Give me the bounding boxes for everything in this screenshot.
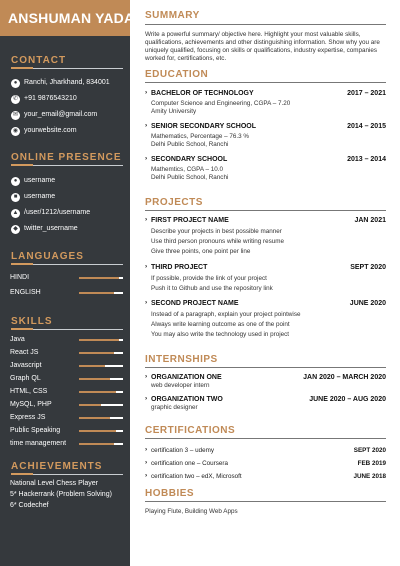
skill-level-bar (79, 365, 123, 367)
project-date: JAN 2021 (354, 217, 386, 224)
summary-heading: SUMMARY (145, 10, 200, 21)
skill-level-fill (79, 430, 116, 432)
certification-date: FEB 2019 (357, 460, 386, 467)
github-icon: ● (11, 177, 20, 186)
skill-level-bar (79, 352, 123, 354)
chevron-right-icon: › (145, 122, 148, 129)
online-link-twitter[interactable]: twitter_username (24, 225, 78, 232)
education-detail: Mathematics, Percentage – 76.3 % (151, 133, 250, 140)
website-icon: ◉ (12, 128, 19, 134)
certifications-heading: CERTIFICATIONS (145, 425, 236, 436)
phone-icon: ✆ (12, 96, 19, 102)
skill-name: Java (10, 336, 25, 343)
chevron-right-icon: › (145, 89, 148, 96)
project-point: Push it to Github and use the repository link (151, 285, 273, 292)
skills-heading: SKILLS (11, 316, 53, 327)
codechef-icon: ▲ (12, 210, 19, 216)
education-divider (145, 82, 386, 83)
education-date: 2017 – 2021 (347, 90, 386, 97)
internship-date: JUNE 2020 – AUG 2020 (309, 396, 386, 403)
project-point: You may also write the technology used in project (151, 331, 290, 338)
skill-level-fill (79, 404, 101, 406)
education-date: 2013 – 2014 (347, 156, 386, 163)
skill-name: time management (10, 440, 67, 447)
chevron-right-icon: › (145, 155, 148, 162)
language-level-bar (79, 277, 123, 279)
skill-name: Graph QL (10, 375, 41, 382)
skills-divider-accent (11, 328, 33, 330)
contact-divider-accent (11, 67, 33, 69)
main-content (137, 0, 395, 566)
project-date: SEPT 2020 (350, 264, 386, 271)
education-date: 2014 – 2015 (347, 123, 386, 130)
chevron-right-icon: › (145, 263, 148, 270)
skill-name: Public Speaking (10, 427, 61, 434)
contact-phone[interactable]: +91 9876543210 (24, 95, 77, 102)
online-link-linkedin[interactable]: username (24, 193, 56, 200)
chevron-right-icon: › (145, 472, 148, 479)
certification-name: certification two – edX, Microsoft (151, 473, 242, 480)
project-point: Always write learning outcome as one of the point (151, 321, 290, 328)
twitter-icon: ◆ (11, 225, 20, 234)
achievements-divider-accent (11, 473, 33, 475)
skill-level-fill (79, 378, 110, 380)
resume-name: ANSHUMAN YADAV (8, 10, 143, 26)
achievement-item: 6* Codechef (10, 502, 49, 509)
achievement-item: 5* Hackerrank (Problem Solving) (10, 491, 112, 498)
education-title: SENIOR SECONDARY SCHOOL (151, 123, 257, 130)
chevron-right-icon: › (145, 446, 148, 453)
internship-organization: ORGANIZATION ONE (151, 374, 222, 381)
project-point: Use third person pronouns while writing resume (151, 238, 284, 245)
chevron-right-icon: › (145, 395, 148, 402)
skill-level-fill (79, 391, 116, 393)
summary-text: Write a powerful summary/ objective here. Highlight your most valuable skills, qualifications, achievements and other distinguishing information. Show why you are uniquely qualified, focusing on skills or qualifications, industry expertise, companies worked for, certifications, etc. (145, 31, 380, 62)
certification-name: certification 3 – udemy (151, 447, 214, 454)
skill-level-bar (79, 391, 123, 393)
hobbies-heading: HOBBIES (145, 488, 195, 499)
internship-role: web developer intern (151, 382, 210, 389)
skill-level-fill (79, 339, 119, 341)
languages-divider-accent (11, 263, 33, 265)
skill-level-bar (79, 430, 123, 432)
language-level-fill (79, 277, 119, 279)
education-heading: EDUCATION (145, 69, 209, 80)
internship-date: JAN 2020 – MARCH 2020 (303, 374, 386, 381)
contact-email[interactable]: your_email@gmail.com (24, 111, 98, 118)
languages-heading: LANGUAGES (11, 251, 84, 262)
internships-heading: INTERNSHIPS (145, 354, 218, 365)
skill-name: Javascript (10, 362, 42, 369)
education-detail: Amity University (151, 108, 197, 115)
online-presence-heading: ONLINE PRESENCE (11, 152, 122, 163)
language-name: ENGLISH (10, 289, 41, 296)
education-detail: Delhi Public School, Ranchi (151, 141, 229, 148)
certification-date: SEPT 2020 (353, 447, 386, 454)
contact-website[interactable]: yourwebsite.com (24, 127, 77, 134)
internship-organization: ORGANIZATION TWO (151, 396, 223, 403)
skill-level-bar (79, 404, 123, 406)
chevron-right-icon: › (145, 373, 148, 380)
education-title: SECONDARY SCHOOL (151, 156, 228, 163)
online-divider-accent (11, 164, 33, 166)
name-banner (0, 0, 143, 36)
linkedin-icon: ■ (11, 193, 20, 202)
projects-divider (145, 210, 386, 211)
project-point: Give three points, one point per line (151, 248, 251, 255)
language-name: HINDI (10, 274, 30, 281)
skill-level-bar (79, 417, 123, 419)
skill-level-bar (79, 443, 123, 445)
education-detail: Delhi Public School, Ranchi (151, 174, 229, 181)
chevron-right-icon: › (145, 299, 148, 306)
project-title: FIRST PROJECT NAME (151, 217, 229, 224)
language-level-bar (79, 292, 123, 294)
skill-name: Express JS (10, 414, 46, 421)
sidebar (0, 0, 143, 566)
hobbies-text: Playing Flute, Building Web Apps (145, 508, 238, 515)
skill-name: React JS (10, 349, 39, 356)
language-level-fill (79, 292, 114, 294)
contact-heading: CONTACT (11, 55, 67, 66)
education-detail: Computer Science and Engineering, CGPA – 7.20 (151, 100, 291, 107)
contact-address: Ranchi, Jharkhand, 834001 (24, 79, 110, 86)
project-point: Instead of a paragraph, explain your project pointwise (151, 311, 301, 318)
education-detail: Mathemtics, CGPA – 10.0 (151, 166, 223, 173)
skill-level-fill (79, 352, 114, 354)
skill-level-bar (79, 339, 123, 341)
skill-name: MySQL, PHP (10, 401, 52, 408)
internship-role: graphic designer (151, 404, 198, 411)
achievement-item: National Level Chess Player (10, 480, 98, 487)
online-link-github[interactable]: username (24, 177, 56, 184)
skill-level-fill (79, 417, 110, 419)
project-date: JUNE 2020 (349, 300, 386, 307)
projects-heading: PROJECTS (145, 197, 203, 208)
location-icon: ● (11, 79, 20, 88)
achievements-heading: ACHIEVEMENTS (11, 461, 103, 472)
skill-level-fill (79, 443, 114, 445)
project-title: THIRD PROJECT (151, 264, 208, 271)
project-title: SECOND PROJECT NAME (151, 300, 239, 307)
hobbies-divider (145, 501, 386, 502)
skill-name: HTML, CSS (10, 388, 48, 395)
internships-divider (145, 367, 386, 368)
skill-level-bar (79, 378, 123, 380)
education-title: BACHELOR OF TECHNOLOGY (151, 90, 254, 97)
skill-level-fill (79, 365, 105, 367)
certification-name: certification one – Coursera (151, 460, 229, 467)
certification-date: JUNE 2018 (353, 473, 386, 480)
chevron-right-icon: › (145, 216, 148, 223)
project-point: Describe your projects in best possible manner (151, 228, 282, 235)
online-link-codechef[interactable]: /user/1212/username (24, 209, 91, 216)
project-point: If possible, provide the link of your project (151, 275, 267, 282)
email-icon: ✉ (12, 112, 19, 118)
chevron-right-icon: › (145, 459, 148, 466)
certifications-divider (145, 438, 386, 439)
summary-divider (145, 24, 386, 25)
